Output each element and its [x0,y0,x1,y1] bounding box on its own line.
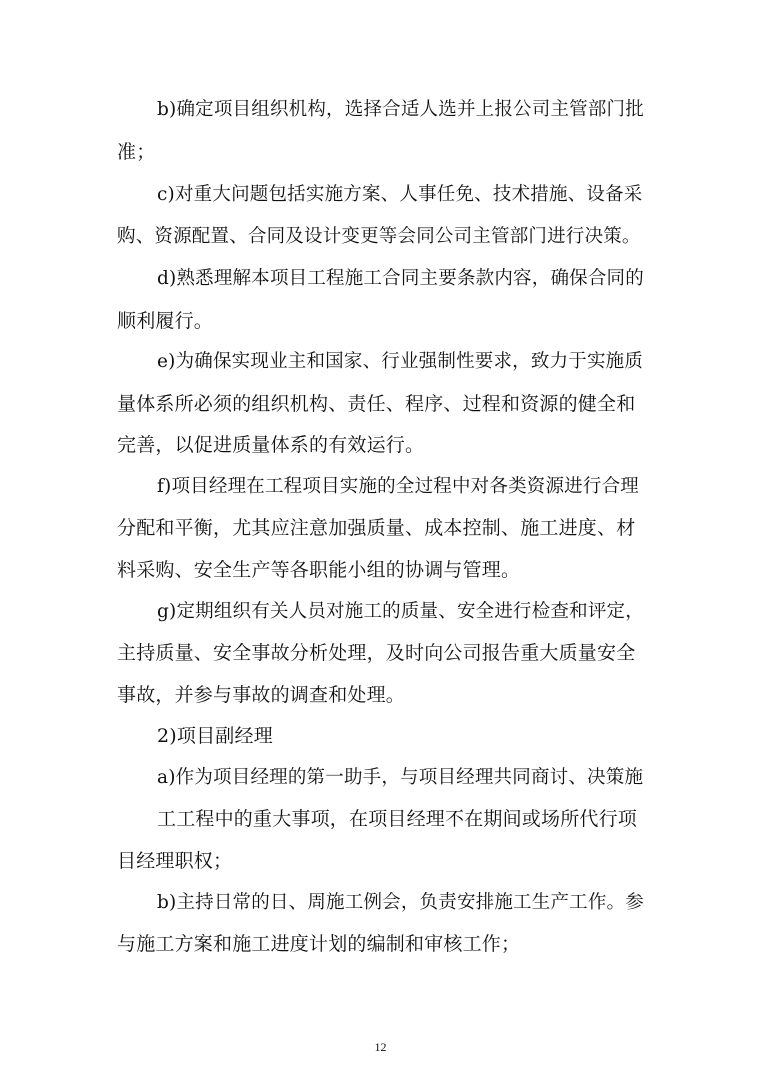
paragraph-b2-line-2: 与施工方案和施工进度计划的编制和审核工作； [117,933,521,955]
paragraph-e-line-3: 完善，以促进质量体系的有效运行。 [117,434,425,456]
paragraph-b2-line-1: b)主持日常的日、周施工例会，负责安排施工生产工作。参 [157,892,644,913]
paragraph-b-line-2: 准； [117,141,156,163]
paragraph-c-line-2: 购、资源配置、合同及设计变更等会同公司主管部门进行决策。 [117,226,641,247]
paragraph-a-line-3: 目经理职权； [117,850,233,872]
paragraph-g-line-2: 主持质量、安全事故分析处理，及时向公司报告重大质量安全 [117,642,636,664]
section-heading-deputy-manager: 2)项目副经理 [157,725,273,747]
paragraph-e-line-1: e)为确保实现业主和国家、行业强制性要求，致力于实施质 [157,351,644,372]
paragraph-g-line-1: g)定期组织有关人员对施工的质量、安全进行检查和评定， [157,601,644,622]
paragraph-e-line-2: 量体系所必须的组织机构、责任、程序、过程和资源的健全和 [117,393,636,415]
paragraph-b-line-1: b)确定项目组织机构，选择合适人选并上报公司主管部门批 [157,99,644,120]
paragraph-d-line-2: 顺利履行。 [117,310,214,332]
paragraph-c-line-1: c)对重大问题包括实施方案、人事任免、技术措施、设备采 [157,184,643,205]
paragraph-a-line-2: 工工程中的重大事项，在项目经理不在期间或场所代行项 [157,808,638,830]
paragraph-g-line-3: 事故，并参与事故的调查和处理。 [117,684,406,706]
page-number: 12 [374,1040,387,1054]
paragraph-a-line-1: a)作为项目经理的第一助手，与项目经理共同商讨、决策施 [157,767,644,788]
paragraph-f-line-2: 分配和平衡，尤其应注意加强质量、成本控制、施工进度、材 [117,517,636,539]
paragraph-f-line-3: 料采购、安全生产等各职能小组的协调与管理。 [117,559,521,581]
paragraph-d-line-1: d)熟悉理解本项目工程施工合同主要条款内容，确保合同的 [157,268,644,289]
paragraph-f-line-1: f)项目经理在工程项目实施的全过程中对各类资源进行合理 [157,476,639,497]
